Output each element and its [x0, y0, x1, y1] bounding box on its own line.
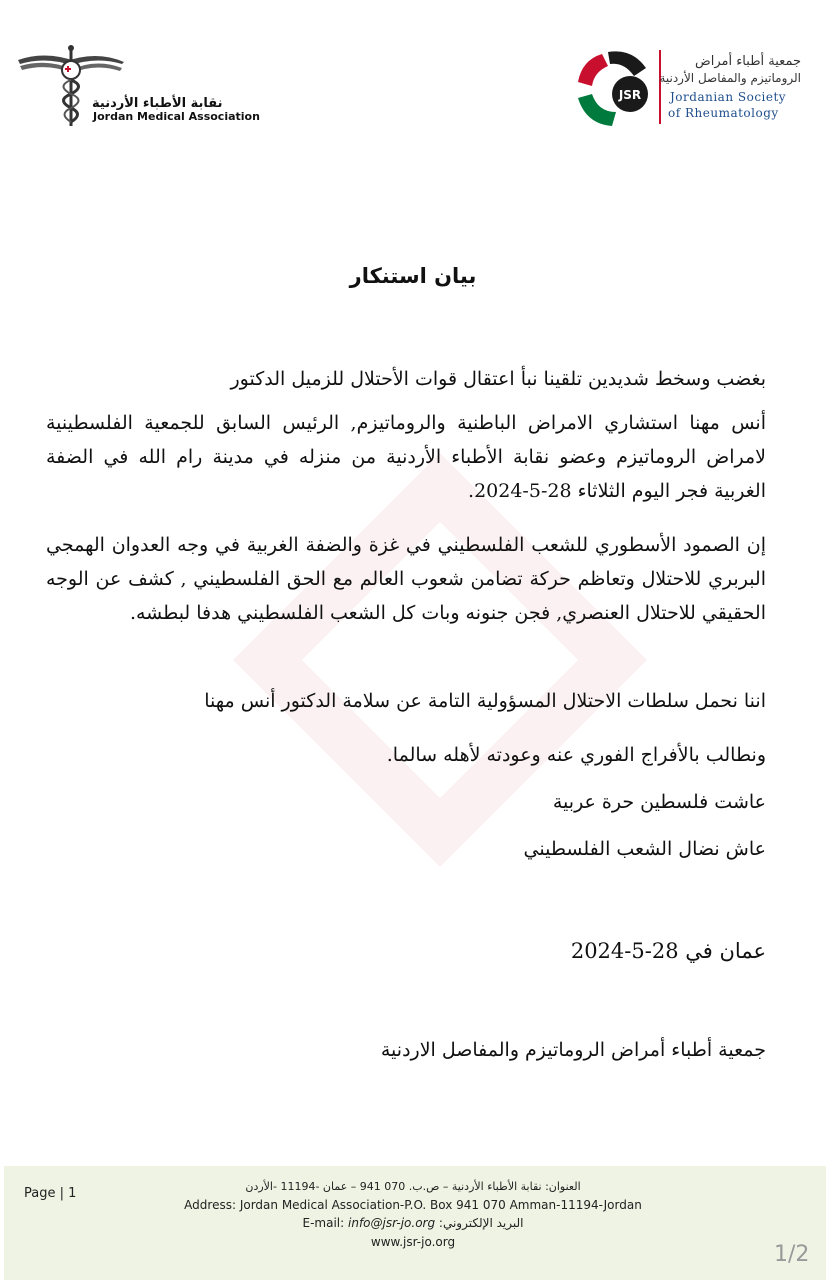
jma-name-arabic: نقابة الأطباء الأردنية [92, 96, 223, 111]
slogan-2: عاش نضال الشعب الفلسطيني [523, 838, 766, 860]
footer-email [0, 1216, 826, 1230]
jsr-badge-text: JSR [618, 88, 642, 102]
footer-email-link[interactable]: info@jsr-jo.org [348, 1216, 436, 1230]
statement-date: عمان في 28-5-2024 [570, 939, 766, 963]
jsr-name-arabic-line1: جمعية أطباء أمراض [694, 54, 801, 69]
footer-website-link[interactable]: www.jsr-jo.org [370, 1235, 456, 1249]
jsr-name-english-line1: Jordanian Society [670, 90, 787, 104]
demand-line-1: اننا نحمل سلطات الاحتلال المسؤولية التامة عن سلامة الدكتور أنس مهنا [204, 690, 766, 712]
slogan-1: عاشت فلسطين حرة عربية [552, 791, 766, 813]
demand-line-2: ونطالب بالأفراج الفوري عنه وعودته لأهله سالما. [386, 744, 766, 766]
jma-name-english: Jordan Medical Association [93, 110, 260, 123]
jsr-name-english-line2: of Rheumatology [668, 106, 779, 120]
page-indicator: 1/2 [774, 1242, 810, 1267]
statement-paragraph-1: بغضب وسخط شديدين تلقينا نبأ اعتقال قوات الأحتلال للزميل الدكتور [230, 368, 766, 390]
statement-paragraph-2: أنس مهنا استشاري الامراض الباطنية والروماتيزم, الرئيس السابق للجمعية الفلسطينية لامراض الروماتيزم وعضو نقابة الأطباء الأردنية من منزله في مدينة رام الله في الضفة الغربية فجر اليوم الثلاثاء 28-5-2024. [46, 412, 766, 502]
footer-address-english: Address: Jordan Medical Association-P.O. Box 941 070 Amman-11194-Jordan [184, 1198, 642, 1212]
statement-signature: جمعية أطباء أمراض الروماتيزم والمفاصل الاردنية [380, 1039, 766, 1061]
footer-address-arabic: العنوان: نقابة الأطباء الأردنية – ص.ب. 070 941 – عمان -11194 -الأردن [245, 1180, 581, 1193]
page-number: Page | 1 [24, 1186, 77, 1201]
footer-email-label-arabic: :البريد الإلكتروني [435, 1216, 524, 1230]
statement-title: بيان استنكار [349, 264, 477, 288]
jsr-name-arabic-line2: الروماتيزم والمفاصل الأردنية [659, 71, 801, 85]
statement-paragraph-3: إن الصمود الأسطوري للشعب الفلسطيني في غزة والضفة الغربية في وجه العدوان الهمجي البربري للاحتلال وتعاظم حركة تضامن شعوب العالم مع الحق الفلسطيني , كشف عن الوجه الحقيقي للاحتلال العنصري, فجن جنونه وبات كل الشعب الفلسطيني هدفا لبطشه. [46, 534, 766, 624]
footer-email-label: E-mail: [302, 1216, 348, 1230]
